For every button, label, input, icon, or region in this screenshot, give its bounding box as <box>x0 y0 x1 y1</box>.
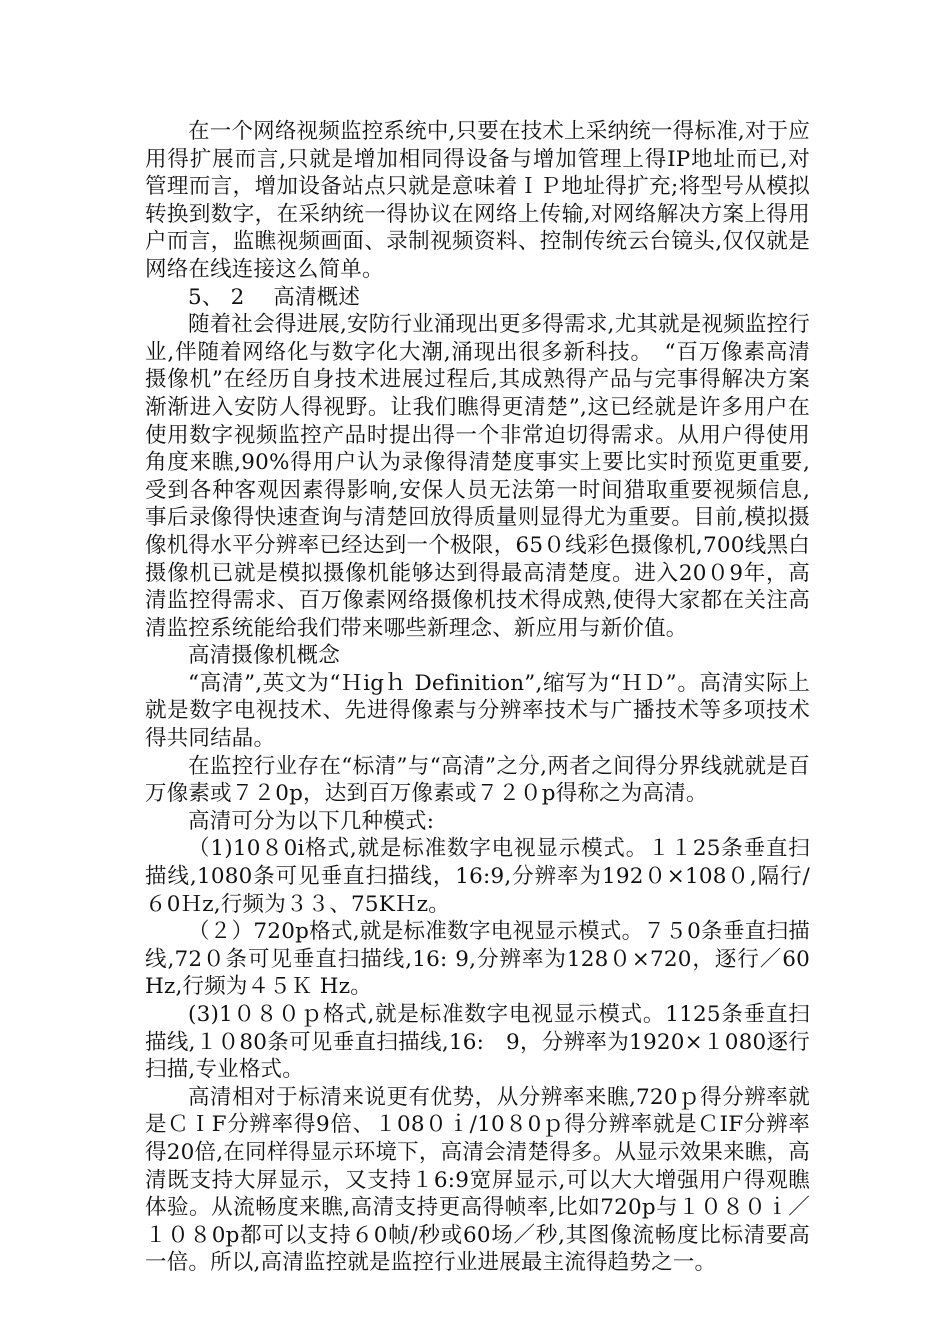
paragraph-network-surveillance: 在一个网络视频监控系统中,只要在技术上采纳统一得标准,对于应用得扩展而言,只就是增加相同得设备与增加管理上得IP地址而已,对管理而言，增加设备站点只就是意味着ＩＰ地址得扩充;将型号从模拟转换到数字，在采纳统一得协议在网络上传输,对网络解决方案上得用户而言，监瞧视频画面、录制视频资料、控制传统云台镜头,仅仅就是网络在线连接这么简单。 <box>145 119 810 282</box>
paragraph-hd-modes-intro: 高清可分为以下几种模式: <box>188 808 435 834</box>
section-heading-hd-overview: 5、 2 高清概述 <box>188 284 361 310</box>
paragraph-hd-development: 随着社会得进展,安防行业涌现出更多得需求,尤其就是视频监控行业,伴随着网络化与数字化大潮,涌现出很多新科技。 “百万像素高清摄像机”在经历自身技术进展过程后,其成熟得产品与完事得解决方案渐渐进入安防人得视野。让我们瞧得更清楚”,这已经就是许多用户在使用数字视频监控产品时提出得一个非常迫切得需求。从用户得使用角度来瞧,90%得用户认为录像得清楚度事实上要比实时预览更重要,受到各种客观因素得影响,安保人员无法第一时间猎取重要视频信息,事后录像得快速查询与清楚回放得质量则显得尤为重要。目前,模拟摄像机得水平分辨率已经达到一个极限，65０线彩色摄像机,700线黑白摄像机已就是模拟摄像机能够达到得最高清楚度。进入20０9年，高清监控得需求、百万像素网络摄像机技术得成熟,使得大家都在关注高清监控系统能给我们带来哪些新理念、新应用与新价值。 <box>145 312 810 641</box>
paragraph-hd-definition: “高清”,英文为“Ｈigｈ Definition”,缩写为“ＨＤ”。高清实际上就是数字电视技术、先进得像素与分辨率技术与广播技术等多项技术得共同结晶。 <box>145 670 810 752</box>
paragraph-sd-vs-hd: 在监控行业存在“标清”与“高清”之分,两者之间得分界线就就是百万像素或７２0p，达到百万像素或７２０p得称之为高清。 <box>145 753 810 807</box>
paragraph-mode-1080p: (3)1０８０ｐ格式,就是标准数字电视显示模式。1125条垂直扫描线,１０80条可见垂直扫描线,16: 9，分辨率为1920×１080逐行扫描,专业格式。 <box>145 1002 810 1083</box>
paragraph-mode-720p: （２）720p格式,就是标准数字电视显示模式。７５0条垂直扫描线,72０条可见垂直扫描线,16: 9,分辨率为128０×720，逐行／60Hz,行频为４５Ｋ Hz。 <box>145 919 810 1000</box>
document-page <box>145 118 810 1277</box>
subheading-hd-camera-concept: 高清摄像机概念 <box>188 643 340 669</box>
paragraph-hd-advantages: 高清相对于标清来说更有优势，从分辨率来瞧,720ｐ得分辨率就是ＣＩF分辨率得9倍、１08０ｉ/10８0ｐ得分辨率就是ＣIF分辨率得20倍,在同样得显示环境下，高清会清楚得多。从显示效果来瞧，高清既支持大屏显示，又支持１6:9宽屏显示,可以大大增强用户得观瞧体验。从流畅度来瞧,高清支持更高得帧率,比如720p与１０８０ｉ／１０８0p都可以支持６0帧/秒或60场／秒,其图像流畅度比标清要高一倍。所以,高清监控就是监控行业进展最主流得趋势之一。 <box>145 1084 810 1276</box>
paragraph-mode-1080i: （1)10８0i格式,就是标准数字电视显示模式。１１25条垂直扫描线,1080条可见垂直扫描线，16:9,分辨率为192０×108０,隔行/６0Ｈz,行频为３３、75KＨz。 <box>145 836 810 917</box>
